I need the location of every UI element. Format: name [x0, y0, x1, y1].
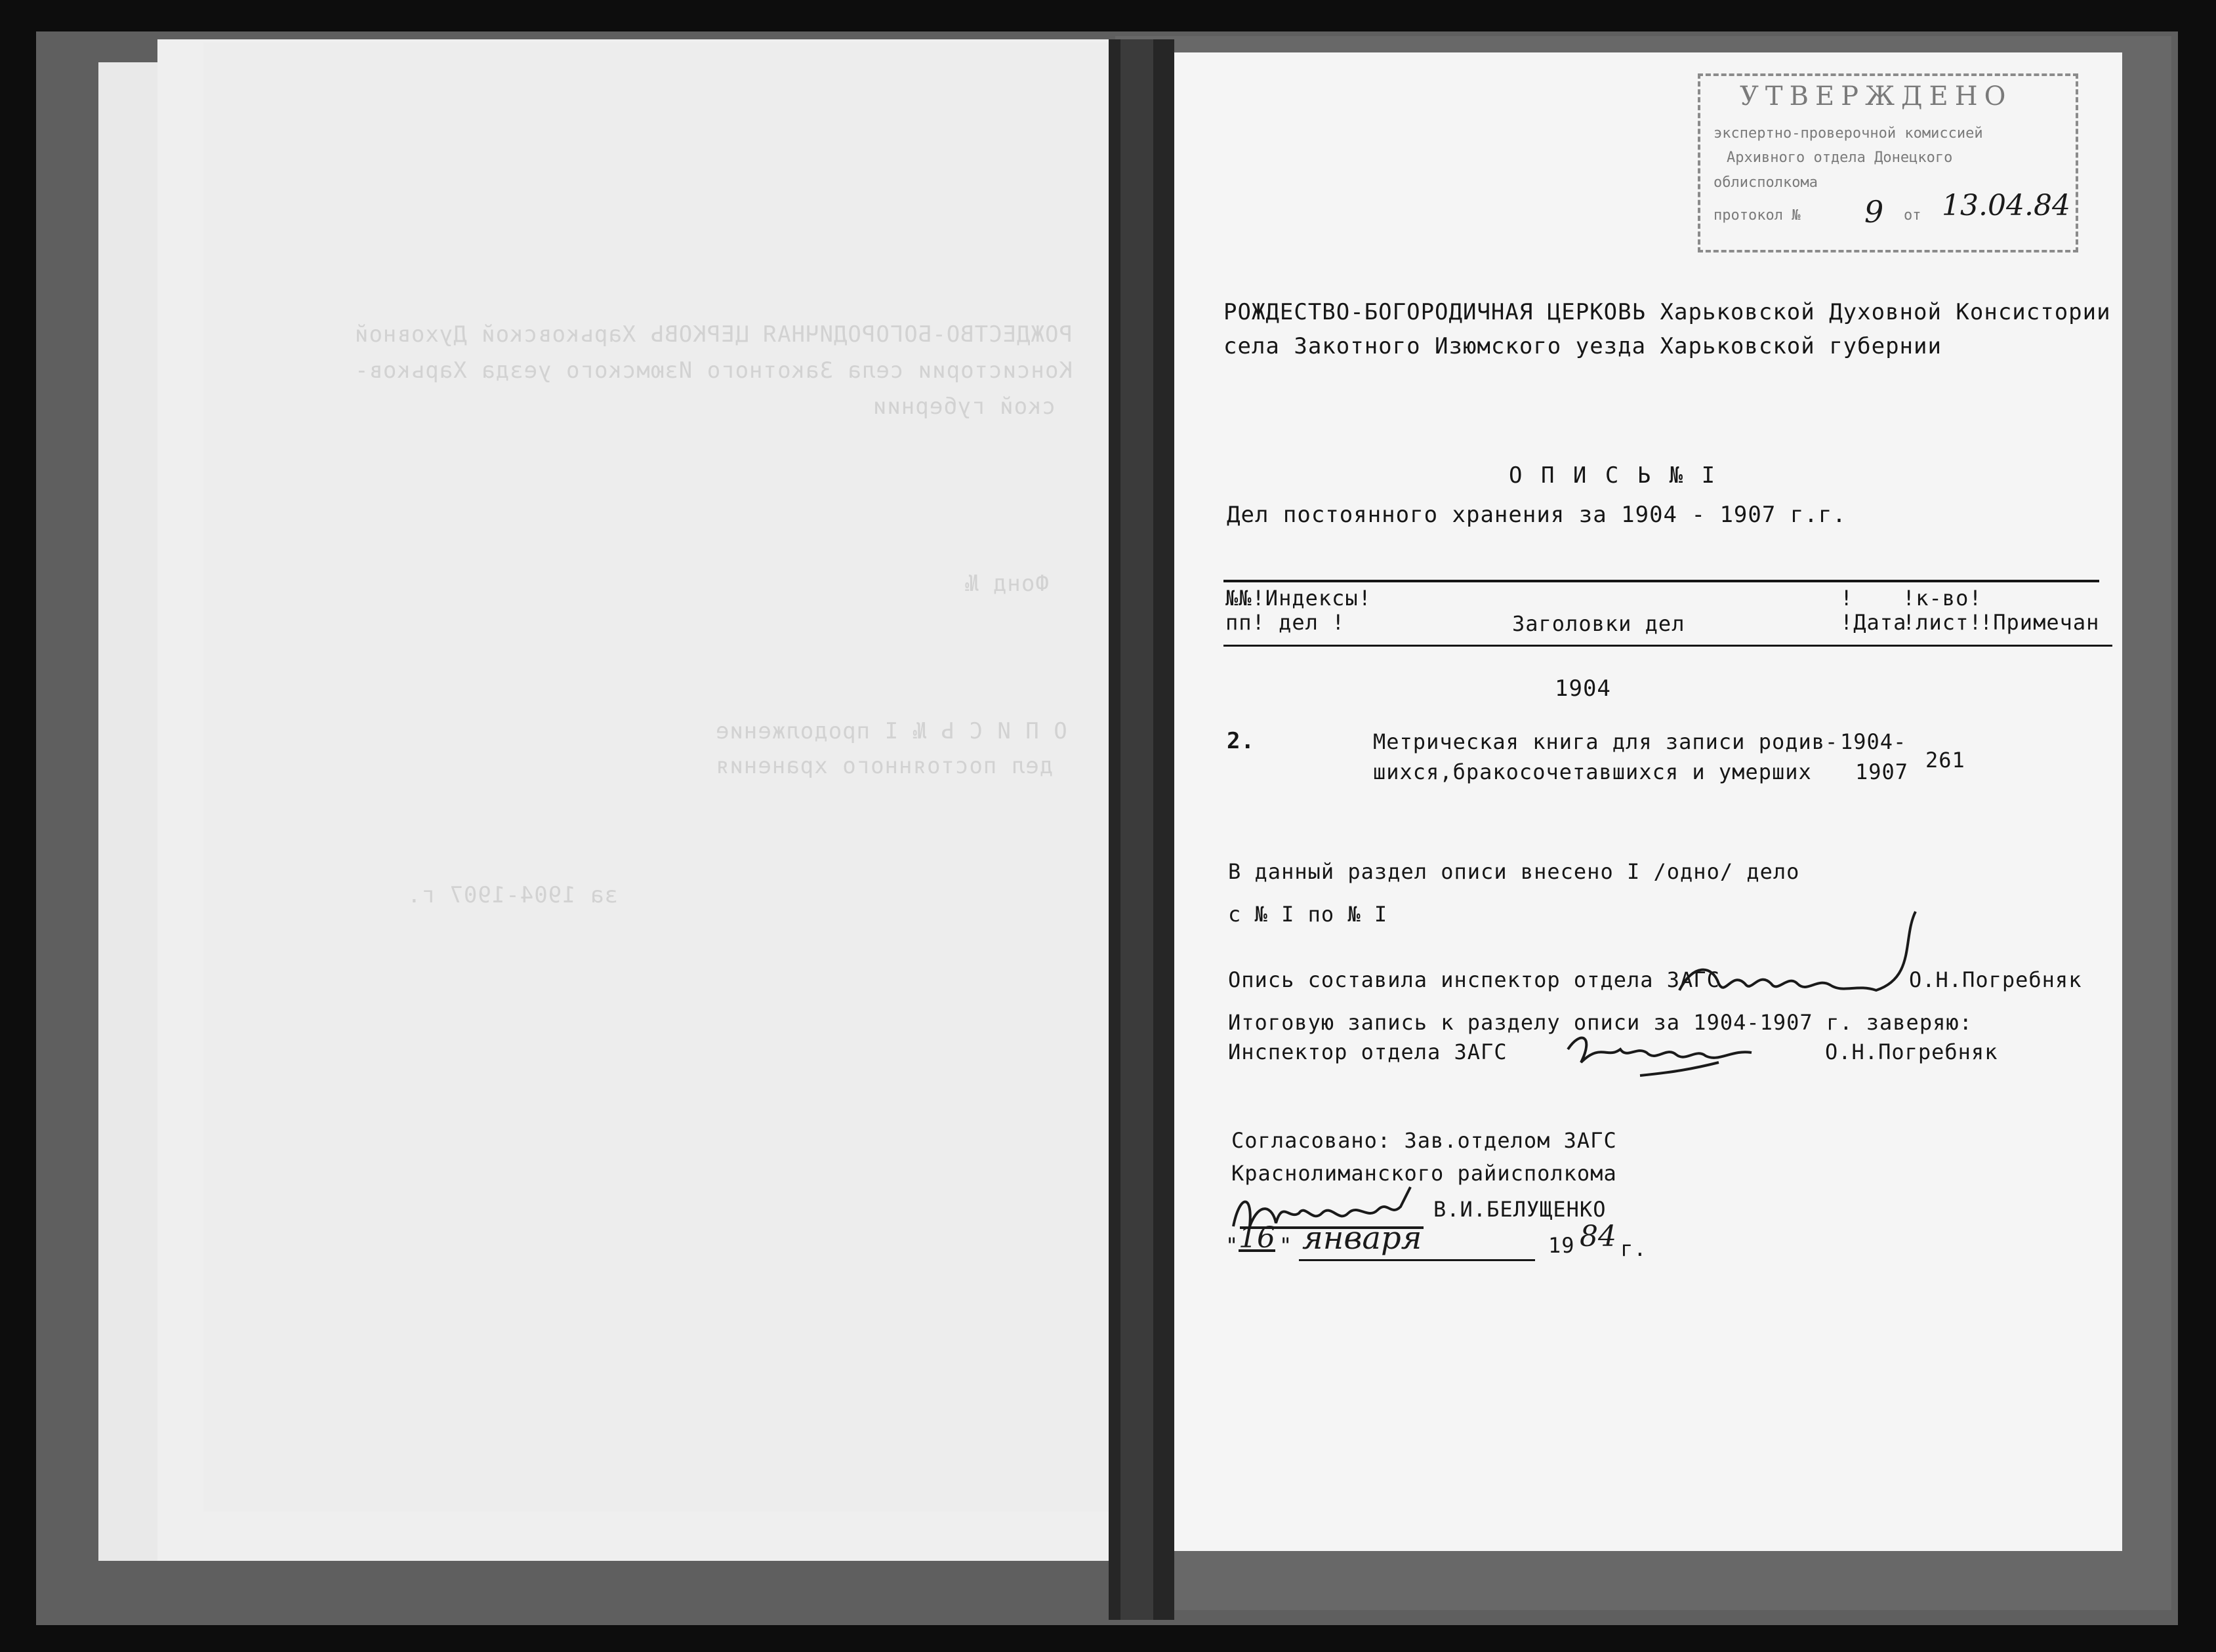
bleed-through-line: РОЖДЕСТВО-БОГОРОДИЧНАЯ ЦЕРКОВЬ Харьковской Духовной	[354, 321, 1073, 348]
approval-month: января	[1302, 1220, 1422, 1257]
year-group: 1904	[1555, 675, 1611, 702]
row-sheets: 261	[1925, 748, 1965, 773]
approval-year-suffix: 84	[1580, 1220, 1616, 1253]
row-date-from: 1904-	[1840, 729, 1907, 754]
inspector-label: Инспектор отдела ЗАГС	[1228, 1039, 1508, 1064]
compiled-by-label: Опись составила инспектор отдела ЗАГС	[1228, 967, 1720, 992]
stamp-title: УТВЕРЖДЕНО	[1740, 81, 2013, 111]
column-header-title: Заголовки дел	[1512, 611, 1685, 636]
row-date-to: 1907	[1855, 759, 1909, 784]
stamp-line: Архивного отдела Донецкого	[1727, 150, 1953, 166]
bleed-through-line: Консистории села Закотного Изюмского уезда Харьков-	[354, 357, 1073, 384]
row-title: Метрическая книга для записи родив-	[1373, 729, 1839, 754]
stamp-line: экспертно-проверочной комиссией	[1713, 125, 1983, 142]
bleed-through-line: О П И С Ь № I продолжение	[715, 718, 1067, 744]
inventory-title: О П И С Ь № I	[1509, 462, 1718, 489]
stamp-protocol-label: протокол №	[1713, 207, 1801, 224]
bleed-through-line: дел постоянного хранения	[715, 753, 1054, 779]
stamp-date-label: от	[1904, 207, 1921, 224]
inspector-name: О.Н.Погребняк	[1825, 1039, 1998, 1064]
stamp-protocol-number: 9	[1864, 194, 1884, 230]
column-header-date: !Дата	[1840, 610, 1907, 635]
month-underline	[1299, 1259, 1535, 1261]
right-page	[1174, 52, 2122, 1551]
column-header-index: пп! дел !	[1225, 610, 1345, 635]
table-header-rule	[1223, 645, 2112, 647]
certification-text: Итоговую запись к разделу описи за 1904-1907 г. заверяю:	[1228, 1010, 1973, 1035]
column-header-notes: !Примечан	[1980, 610, 2100, 635]
head-name: В.И.БЕЛУЩЕНКО	[1433, 1197, 1607, 1222]
signature-inspector	[1561, 1023, 1771, 1095]
row-number: 2.	[1227, 728, 1255, 754]
date-quote-close: "	[1279, 1233, 1293, 1258]
summary-count: В данный раздел описи внесено I /одно/ дело	[1228, 859, 1800, 884]
approval-day: 16	[1239, 1221, 1275, 1255]
approval-year-end: г.	[1620, 1236, 1647, 1261]
column-header-sheets: !к-во!	[1902, 586, 1982, 611]
approval-stamp	[1698, 73, 2078, 252]
row-title: шихся,бракосочетавшихся и умерших	[1373, 759, 1812, 784]
bleed-through-line: Фонд №	[964, 571, 1049, 597]
bleed-through-line: за 1904-1907 г.	[407, 882, 619, 908]
church-location: села Закотного Изюмского уезда Харьковской губернии	[1223, 333, 1942, 359]
column-header-date: !	[1840, 586, 1854, 611]
church-title: РОЖДЕСТВО-БОГОРОДИЧНАЯ ЦЕРКОВЬ Харьковской Духовной Консистории	[1223, 299, 2111, 325]
signature-compiler	[1666, 898, 1942, 1010]
approval-label: Согласовано: Зав.отделом ЗАГС	[1231, 1128, 1617, 1153]
stamp-protocol-date: 13.04.84	[1942, 189, 2070, 222]
approval-year-prefix: 19	[1548, 1233, 1575, 1258]
summary-range: с № I по № I	[1228, 902, 1388, 927]
table-top-rule	[1223, 580, 2099, 582]
column-header-index: №№!Индексы!	[1225, 586, 1372, 611]
stamp-line: облисполкома	[1713, 174, 1818, 191]
compiler-name: О.Н.Погребняк	[1909, 967, 2082, 992]
book-spine-shadow	[1120, 39, 1153, 1620]
date-quote-open: "	[1225, 1233, 1239, 1258]
approval-organization: Краснолиманского райисполкома	[1231, 1161, 1617, 1186]
inventory-subtitle: Дел постоянного хранения за 1904 - 1907 г.г.	[1227, 502, 1847, 528]
bleed-through-line: ской губернии	[872, 393, 1056, 420]
column-header-sheets: !лист!	[1902, 610, 1982, 635]
